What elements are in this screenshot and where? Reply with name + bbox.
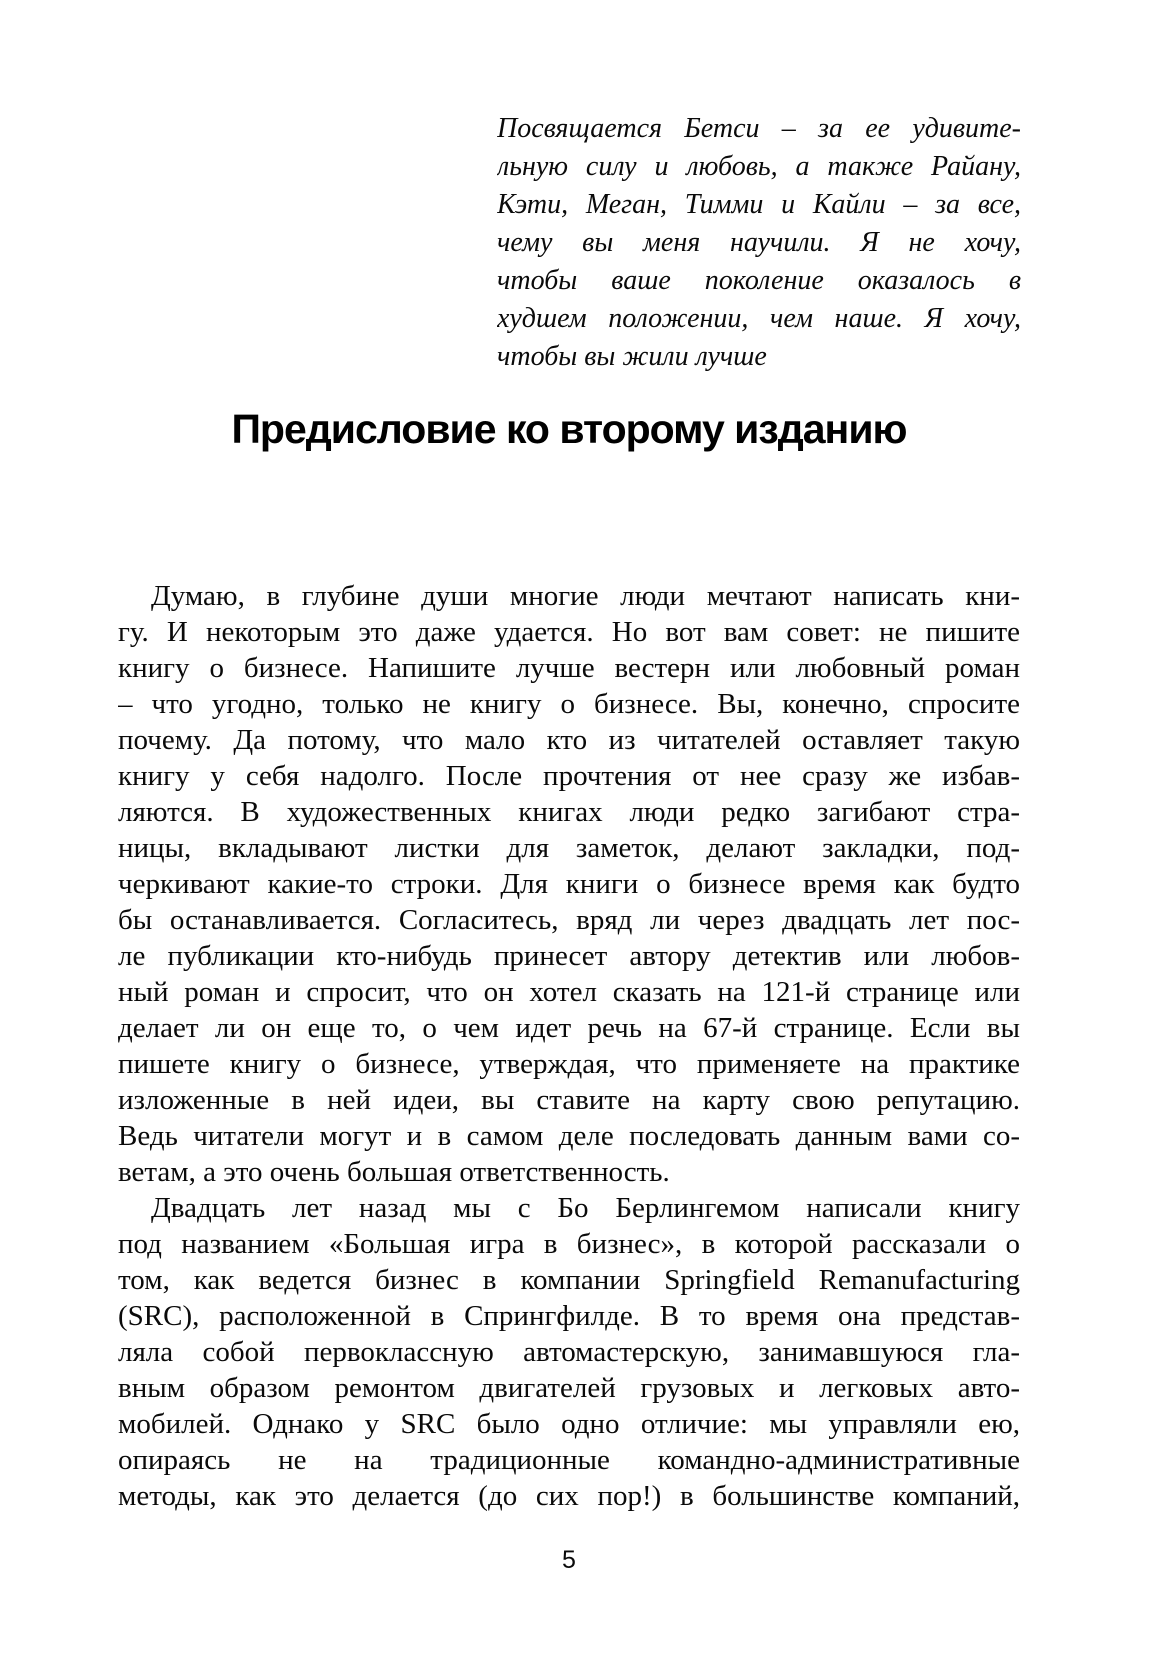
text-line: книгу о бизнесе. Напишите лучше вестерн или любовный роман	[118, 652, 1020, 684]
text-line: методы, как это делается (до сих пор!) в большинстве компаний,	[118, 1480, 1020, 1512]
text-line: чему вы меня научили. Я не хочу,	[497, 227, 1021, 258]
text-line: ветам, а это очень большая ответственность.	[118, 1156, 670, 1188]
text-line: чтобы вы жили лучше	[497, 341, 767, 372]
text-line: ле публикации кто-нибудь принесет автору детектив или любов-	[118, 940, 1020, 972]
text-line: вным образом ремонтом двигателей грузовых и легковых авто-	[118, 1372, 1020, 1404]
text-line: Двадцать лет назад мы с Бо Берлингемом написали книгу	[151, 1192, 1020, 1224]
text-line: пишете книгу о бизнесе, утверждая, что применяете на практике	[118, 1048, 1020, 1080]
text-line: Ведь читатели могут и в самом деле последовать данным вами со-	[118, 1120, 1020, 1152]
text-line: книгу у себя надолго. После прочтения от нее сразу же избав-	[118, 760, 1020, 792]
text-line: – что угодно, только не книгу о бизнесе. Вы, конечно, спросите	[118, 688, 1020, 720]
text-line: чтобы ваше поколение оказалось в	[497, 265, 1021, 296]
text-line: делает ли он еще то, о чем идет речь на 67-й странице. Если вы	[118, 1012, 1020, 1044]
text-line: изложенные в ней идеи, вы ставите на карту свою репутацию.	[118, 1084, 1020, 1116]
text-line: опираясь не на традиционные командно-административные	[118, 1444, 1020, 1476]
text-line: худшем положении, чем наше. Я хочу,	[497, 303, 1021, 334]
body-text	[118, 578, 1020, 1514]
text-line: ляла собой первоклассную автомастерскую, занимавшуюся гла-	[118, 1336, 1020, 1368]
text-line: Кэти, Меган, Тимми и Кайли – за все,	[497, 189, 1021, 220]
paragraph	[118, 1190, 1020, 1514]
chapter-heading: Предисловие ко второму изданию	[231, 406, 907, 452]
text-line: Думаю, в глубине души многие люди мечтают написать кни-	[151, 580, 1020, 612]
text-line: льную силу и любовь, а также Райану,	[497, 151, 1021, 182]
text-line: почему. Да потому, что мало кто из читателей оставляет такую	[118, 724, 1020, 756]
text-line: ляются. В художественных книгах люди редко загибают стра-	[118, 796, 1020, 828]
text-line: бы останавливается. Согласитесь, вряд ли через двадцать лет пос-	[118, 904, 1020, 936]
text-line: ницы, вкладывают листки для заметок, делают закладки, под-	[118, 832, 1020, 864]
text-line: том, как ведется бизнес в компании Springfield Remanufacturing	[118, 1264, 1020, 1296]
dedication	[497, 110, 1021, 376]
text-line: мобилей. Однако у SRC было одно отличие: мы управляли ею,	[118, 1408, 1020, 1440]
text-line: ный роман и спросит, что он хотел сказать на 121-й странице или	[118, 976, 1020, 1008]
page-number: 5	[562, 1546, 576, 1574]
text-line: под названием «Большая игра в бизнес», в которой рассказали о	[118, 1228, 1020, 1260]
text-line: черкивают какие-то строки. Для книги о бизнесе время как будто	[118, 868, 1020, 900]
paragraph	[118, 578, 1020, 1190]
text-line: (SRC), расположенной в Спрингфилде. В то время она представ-	[118, 1300, 1020, 1332]
text-line: Посвящается Бетси – за ее удивите-	[497, 113, 1021, 144]
text-line: гу. И некоторым это даже удается. Но вот вам совет: не пишите	[118, 616, 1020, 648]
